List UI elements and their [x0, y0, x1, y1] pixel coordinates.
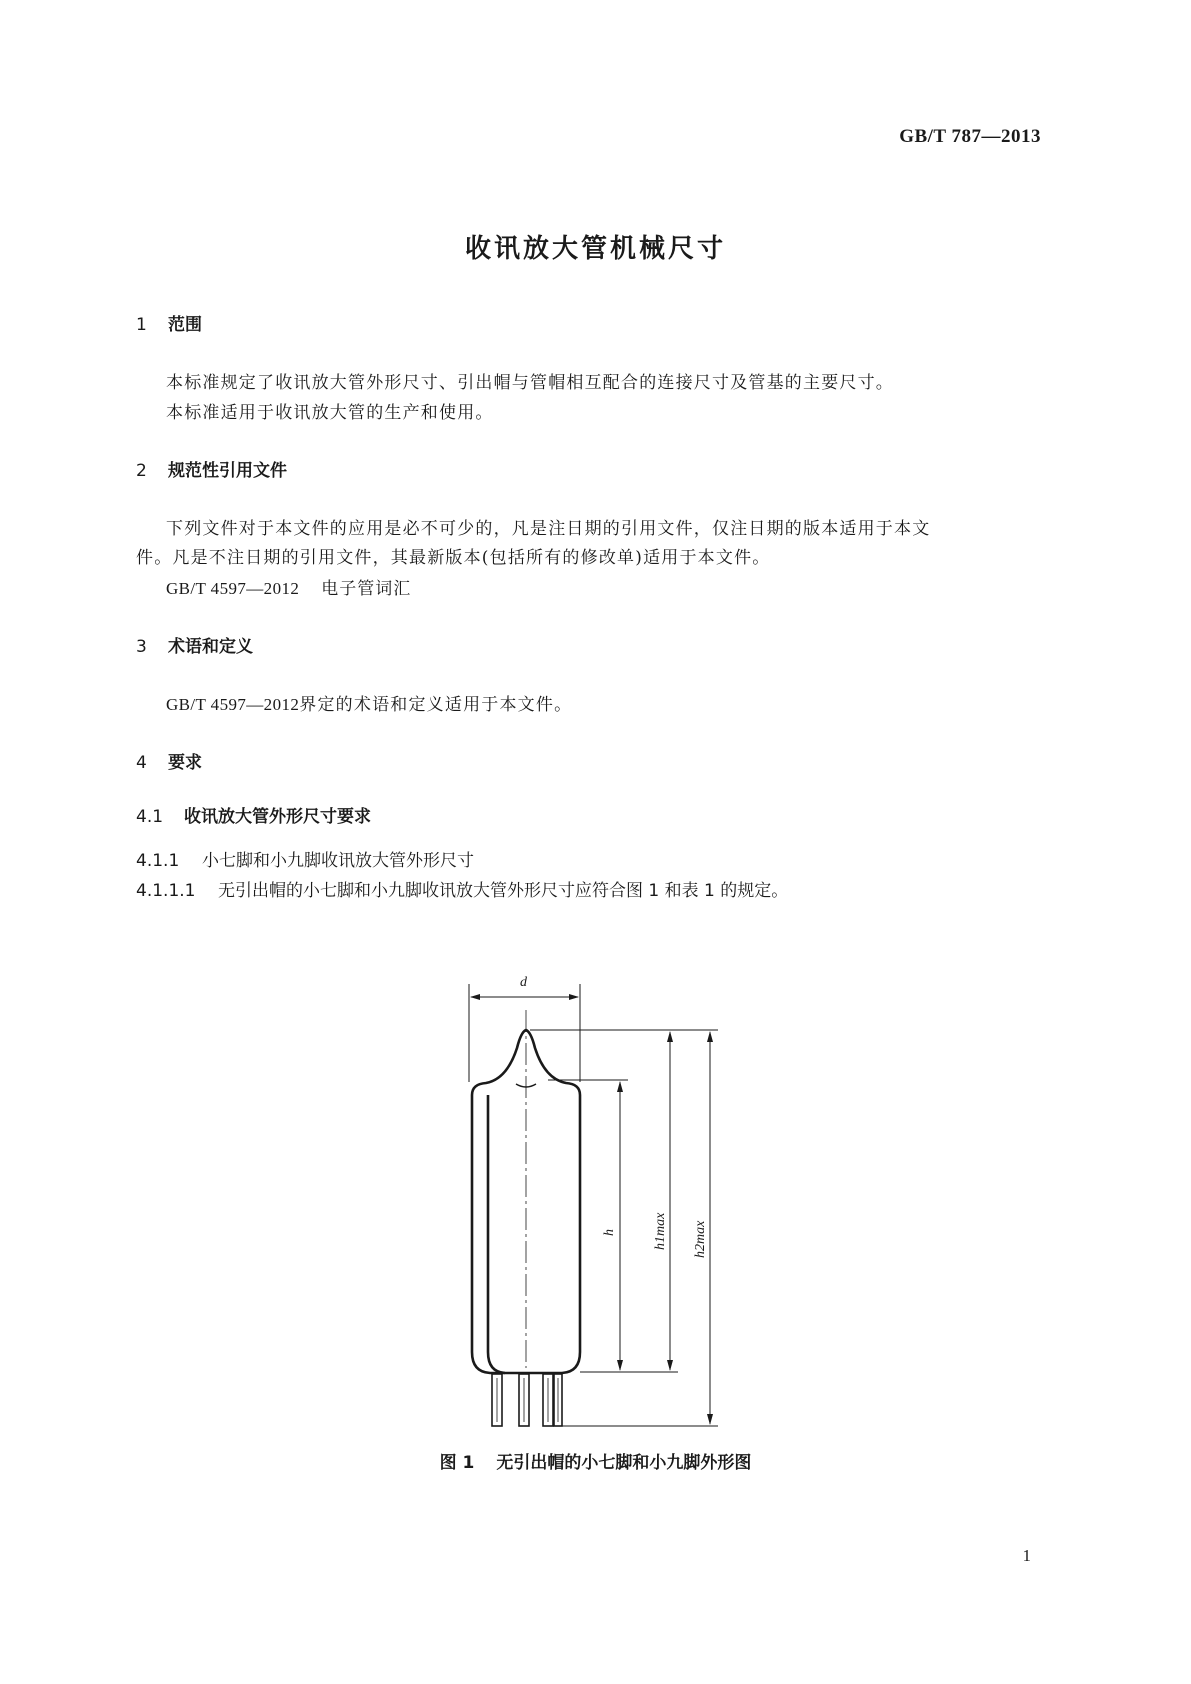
h2max-arrow-top [707, 1031, 713, 1042]
section-title: 要求 [168, 753, 202, 773]
section-2-paragraph-line-1: 下列文件对于本文件的应用是必不可少的，凡是注日期的引用文件，仅注日期的版本适用于本文 [166, 519, 931, 539]
section-number: 1 [136, 315, 147, 335]
document-title: 收讯放大管机械尺寸 [464, 234, 726, 264]
d-arrow-left [470, 994, 480, 1000]
h2max-arrow-bottom [707, 1414, 713, 1425]
label-d: d [520, 975, 527, 990]
section-number: 4.1.1.1 [136, 881, 196, 901]
figure-caption-text: 无引出帽的小七脚和小九脚外形图 [496, 1453, 752, 1473]
page-number: 1 [1022, 1546, 1031, 1565]
section-1-paragraph-1: 本标准规定了收讯放大管外形尺寸、引出帽与管帽相互配合的连接尺寸及管基的主要尺寸。 [166, 373, 894, 393]
h-arrow-top [617, 1081, 623, 1092]
d-arrow-right [569, 994, 579, 1000]
h-arrow-bottom [617, 1360, 623, 1371]
figure-number: 图 1 [439, 1453, 475, 1473]
paragraph-text: 界定的术语和定义适用于本文件。 [299, 695, 573, 715]
tube-pins [492, 1374, 562, 1426]
section-title: 规范性引用文件 [168, 461, 287, 481]
h1max-arrow-top [667, 1031, 673, 1042]
clause-text: 无引出帽的小七脚和小九脚收讯放大管外形尺寸应符合图 1 和表 1 的规定。 [218, 881, 789, 901]
standard-code: GB/T 787—2013 [899, 126, 1041, 147]
section-number: 4 [136, 753, 147, 773]
section-number: 4.1.1 [136, 851, 180, 871]
section-number: 2 [136, 461, 147, 481]
section-2-paragraph-line-2: 件。凡是不注日期的引用文件，其最新版本(包括所有的修改单)适用于本文件。 [136, 548, 771, 568]
section-number: 4.1 [136, 807, 164, 827]
section-title: 小七脚和小九脚收讯放大管外形尺寸 [202, 851, 474, 871]
figure-caption [0, 1448, 1191, 1473]
section-title: 收讯放大管外形尺寸要求 [184, 807, 371, 827]
section-number: 3 [136, 637, 147, 657]
reference-name: 电子管词汇 [321, 579, 412, 599]
reference-code: GB/T 4597—2012 [166, 579, 300, 598]
section-title: 范围 [168, 315, 202, 335]
label-h2max: h2max [693, 1220, 708, 1258]
label-h1max: h1max [653, 1212, 668, 1250]
h1max-arrow-bottom [667, 1360, 673, 1371]
paragraph-reference-code: GB/T 4597—2012 [166, 695, 300, 714]
section-1-paragraph-2: 本标准适用于收讯放大管的生产和使用。 [166, 403, 494, 423]
label-h: h [602, 1229, 617, 1236]
section-title: 术语和定义 [168, 637, 253, 657]
